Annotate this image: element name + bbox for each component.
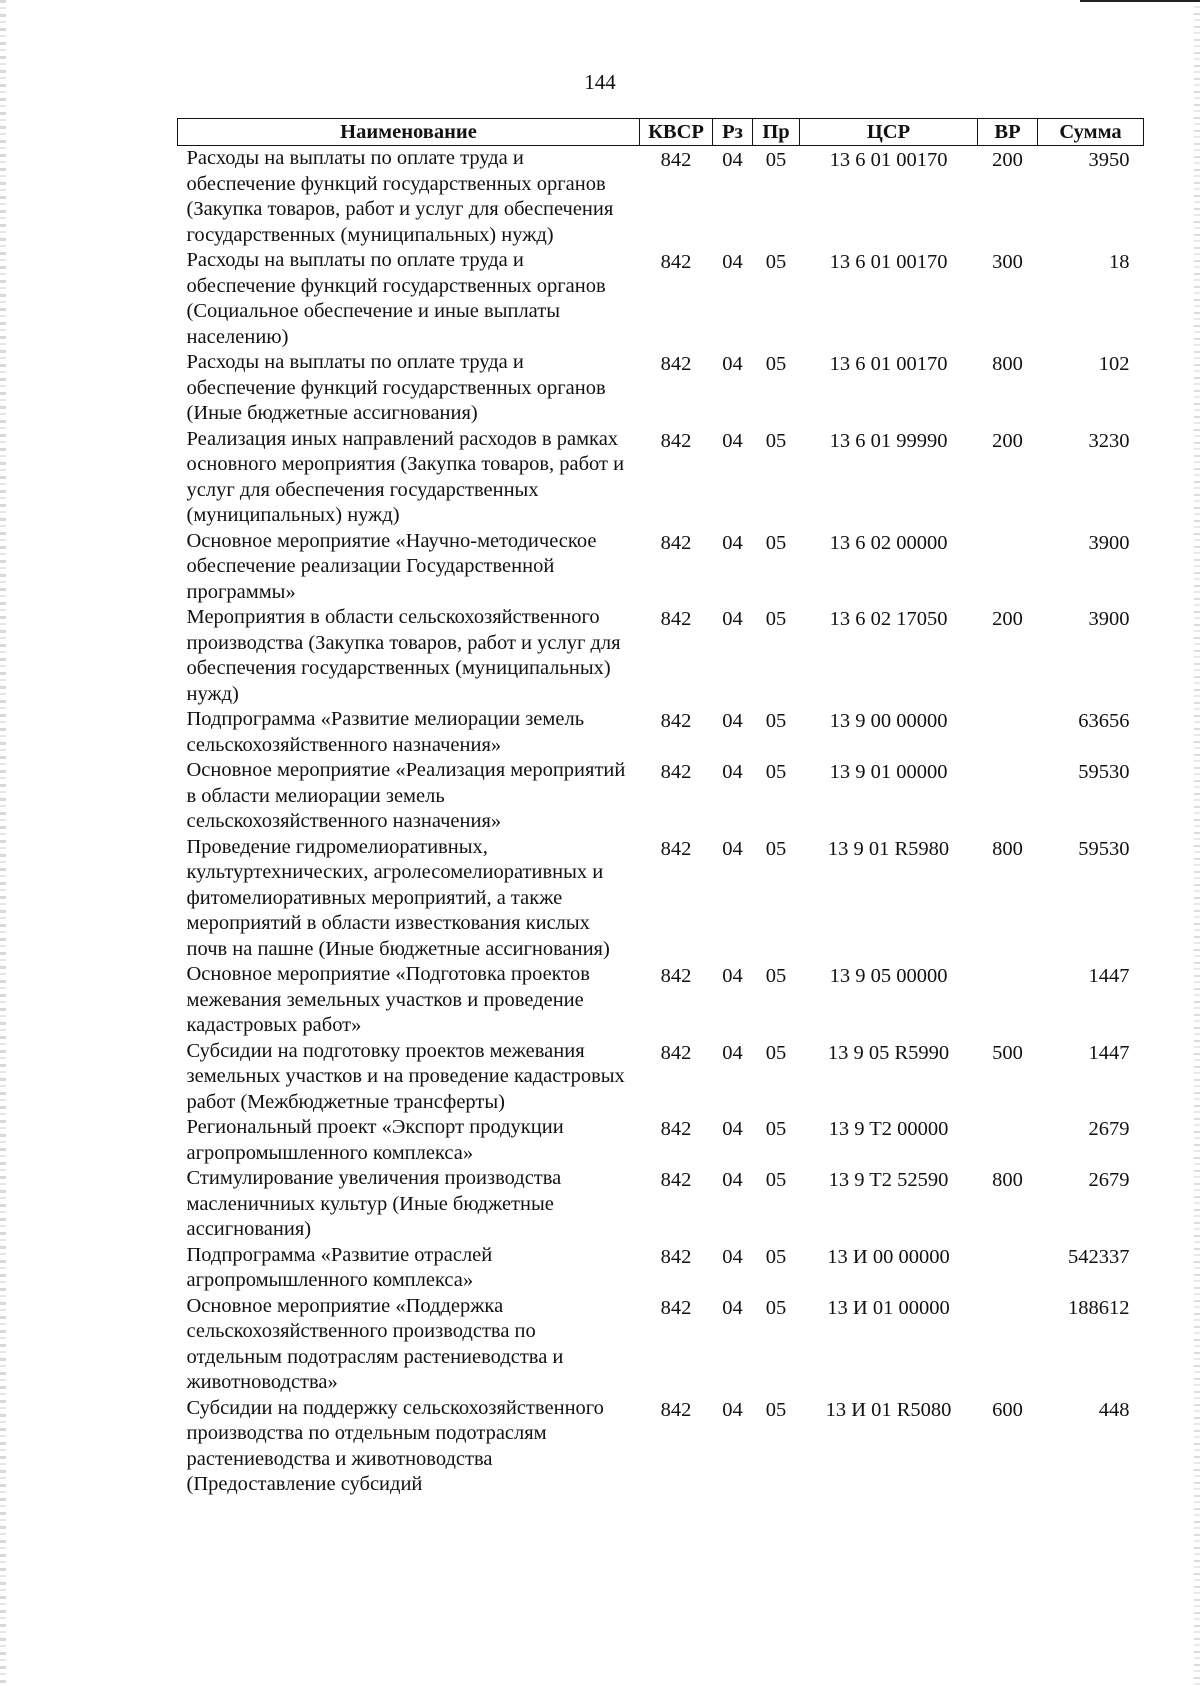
row-vr: 800 [992, 1169, 1023, 1191]
row-csr: 13 И 01 00000 [827, 1296, 950, 1319]
row-pr: 05 [765, 531, 787, 554]
row-name: Расходы на выплаты по оплате труда и обеспечение функций государственных органов (Социальное обеспечение и иные выплаты населению) [186, 249, 606, 348]
row-rz: 04 [722, 149, 743, 171]
row-vr [978, 758, 1038, 835]
row-sum: 59530 [1078, 837, 1130, 860]
row-rz: 04 [722, 531, 743, 554]
row-vr [978, 962, 1038, 1039]
row-sum: 542337 [1068, 1245, 1130, 1268]
table-row [178, 427, 1144, 529]
row-name: Основное мероприятие «Поддержка сельскохозяйственного производства по отдельным подотраслям растениеводства и животноводства» [186, 1294, 564, 1393]
row-csr: 13 6 01 00170 [829, 149, 948, 171]
scan-corner-mark [1080, 0, 1200, 2]
row-kvsr: 842 [660, 1169, 692, 1191]
row-name: Подпрограмма «Развитие мелиорации земель сельскохозяйственного назначения» [186, 708, 585, 756]
row-vr: 500 [992, 1041, 1023, 1064]
table-row [178, 350, 1144, 427]
row-csr: 13 9 00 00000 [829, 710, 948, 732]
row-name: Подпрограмма «Развитие отраслей агропромышленного комплекса» [186, 1243, 493, 1291]
row-csr: 13 6 02 17050 [829, 608, 948, 630]
row-rz: 04 [722, 965, 743, 987]
row-kvsr: 842 [660, 149, 692, 171]
row-pr: 05 [765, 837, 787, 860]
row-name: Расходы на выплаты по оплате труда и обеспечение функций государственных органов (Закупка товаров, работ и услуг для обеспечения государственных (муниципальных) нужд) [186, 147, 614, 246]
row-pr: 05 [765, 1118, 787, 1140]
row-name: Стимулирование увеличения производства масленичниых культур (Иные бюджетные ассигнования) [186, 1167, 562, 1240]
row-sum: 3900 [1088, 531, 1130, 554]
row-rz: 04 [722, 1398, 743, 1421]
row-name: Основное мероприятие «Подготовка проектов межевания земельных участков и проведение кадастровых работ» [186, 963, 590, 1036]
table-body [178, 146, 1144, 1498]
table-header-row [178, 119, 1144, 146]
row-csr: 13 И 01 R5080 [825, 1398, 952, 1421]
row-csr: 13 9 T2 00000 [828, 1118, 949, 1140]
row-vr [978, 707, 1038, 758]
row-rz: 04 [722, 1169, 743, 1191]
row-kvsr: 842 [660, 251, 692, 273]
row-pr: 05 [765, 149, 787, 171]
table-row [178, 1115, 1144, 1166]
row-kvsr: 842 [660, 965, 692, 987]
scan-edge-left [0, 0, 6, 1686]
row-pr: 05 [765, 1169, 787, 1191]
budget-table [177, 118, 1144, 1498]
row-pr: 05 [765, 1398, 787, 1421]
row-vr: 200 [992, 149, 1023, 171]
row-sum: 3950 [1088, 149, 1130, 171]
row-name: Реализация иных направлений расходов в рамках основного мероприятия (Закупка товаров, работ и услуг для обеспечения государственных (муниципальных) нужд) [186, 427, 625, 526]
header-vr: ВР [978, 119, 1038, 146]
row-pr: 05 [765, 965, 787, 987]
page-number: 144 [584, 70, 616, 94]
row-sum: 188612 [1068, 1296, 1130, 1319]
row-pr: 05 [765, 761, 787, 783]
row-pr: 05 [765, 429, 787, 452]
row-pr: 05 [765, 710, 787, 732]
row-vr: 800 [992, 837, 1023, 860]
row-vr: 200 [992, 429, 1023, 452]
row-sum: 1447 [1088, 965, 1130, 987]
row-sum: 102 [1098, 353, 1130, 375]
table-row [178, 1294, 1144, 1396]
row-rz: 04 [722, 1118, 743, 1140]
table-row [178, 707, 1144, 758]
table-row [178, 529, 1144, 606]
row-csr: 13 6 01 00170 [829, 353, 948, 375]
header-rz: Рз [713, 119, 753, 146]
header-kvsr: КВСР [640, 119, 713, 146]
row-csr: 13 9 T2 52590 [828, 1169, 949, 1191]
row-vr: 200 [992, 608, 1023, 630]
header-sum: Сумма [1038, 119, 1144, 146]
row-sum: 2679 [1088, 1169, 1130, 1191]
row-kvsr: 842 [660, 761, 692, 783]
row-rz: 04 [722, 710, 743, 732]
row-rz: 04 [722, 353, 743, 375]
row-sum: 3230 [1088, 429, 1130, 452]
row-pr: 05 [765, 608, 787, 630]
row-csr: 13 9 05 R5990 [827, 1041, 950, 1064]
row-pr: 05 [765, 1245, 787, 1268]
row-vr [978, 1243, 1038, 1294]
scan-edge-right [1194, 0, 1200, 1686]
row-vr [978, 529, 1038, 606]
row-name: Мероприятия в области сельскохозяйственного производства (Закупка товаров, работ и услуг для обеспечения государственных (муниципальных) нужд) [186, 606, 621, 705]
row-rz: 04 [722, 761, 743, 783]
row-kvsr: 842 [660, 531, 692, 554]
row-kvsr: 842 [660, 429, 692, 452]
table-row [178, 1396, 1144, 1498]
row-csr: 13 6 01 99990 [829, 429, 948, 452]
row-vr [978, 1115, 1038, 1166]
row-kvsr: 842 [660, 1245, 692, 1268]
row-rz: 04 [722, 1245, 743, 1268]
row-csr: 13 6 02 00000 [829, 531, 948, 554]
table-row [178, 1166, 1144, 1243]
row-name: Расходы на выплаты по оплате труда и обеспечение функций государственных органов (Иные бюджетные ассигнования) [186, 351, 606, 424]
row-rz: 04 [722, 251, 743, 273]
row-kvsr: 842 [660, 353, 692, 375]
row-kvsr: 842 [660, 1296, 692, 1319]
table-row [178, 605, 1144, 707]
row-csr: 13 6 01 00170 [829, 251, 948, 273]
row-name: Проведение гидромелиоративных, культуртехнических, агролесомелиоративных и фитомелиоративных мероприятий, а также мероприятий в области известкования кислых почв на пашне (Иные бюджетные ассигнования) [186, 835, 610, 960]
row-rz: 04 [722, 1296, 743, 1319]
row-pr: 05 [765, 1041, 787, 1064]
table-row [178, 962, 1144, 1039]
row-csr: 13 9 01 00000 [829, 761, 948, 783]
row-sum: 3900 [1088, 608, 1130, 630]
row-name: Региональный проект «Экспорт продукции агропромышленного комплекса» [186, 1116, 564, 1164]
row-rz: 04 [722, 1041, 743, 1064]
row-kvsr: 842 [660, 1118, 692, 1140]
row-kvsr: 842 [660, 710, 692, 732]
row-pr: 05 [765, 251, 787, 273]
row-name: Субсидии на поддержку сельскохозяйственного производства по отдельным подотраслям растениеводства и животноводства (Предоставление субсидий [186, 1396, 604, 1495]
row-kvsr: 842 [660, 1041, 692, 1064]
row-name: Субсидии на подготовку проектов межевания земельных участков и на проведение кадастровых работ (Межбюджетные трансферты) [186, 1039, 625, 1113]
row-csr: 13 И 00 00000 [827, 1245, 950, 1268]
row-sum: 1447 [1088, 1041, 1130, 1064]
header-csr: ЦСР [800, 119, 978, 146]
table-row [178, 146, 1144, 249]
row-rz: 04 [722, 429, 743, 452]
table-row [178, 1243, 1144, 1294]
row-vr: 600 [992, 1398, 1023, 1421]
row-vr [978, 1294, 1038, 1396]
row-rz: 04 [722, 608, 743, 630]
row-vr: 800 [992, 353, 1023, 375]
table-row [178, 1039, 1144, 1116]
row-csr: 13 9 05 00000 [829, 965, 948, 987]
row-pr: 05 [765, 353, 787, 375]
header-name: Наименование [178, 119, 640, 146]
row-name: Основное мероприятие «Научно-методическое обеспечение реализации Государственной программы» [186, 529, 597, 603]
row-csr: 13 9 01 R5980 [827, 837, 950, 860]
row-sum: 59530 [1078, 761, 1130, 783]
row-sum: 63656 [1078, 710, 1130, 732]
row-sum: 18 [1109, 251, 1130, 273]
table-row [178, 835, 1144, 963]
row-rz: 04 [722, 837, 743, 860]
row-pr: 05 [765, 1296, 787, 1319]
table-row [178, 758, 1144, 835]
row-kvsr: 842 [660, 608, 692, 630]
row-kvsr: 842 [660, 1398, 692, 1421]
table-row [178, 248, 1144, 350]
row-vr: 300 [992, 251, 1023, 273]
row-name: Основное мероприятие «Реализация мероприятий в области мелиорации земель сельскохозяйственного назначения» [186, 759, 626, 832]
row-sum: 2679 [1088, 1118, 1130, 1140]
header-pr: Пр [753, 119, 800, 146]
row-sum: 448 [1098, 1398, 1130, 1421]
row-kvsr: 842 [660, 837, 692, 860]
